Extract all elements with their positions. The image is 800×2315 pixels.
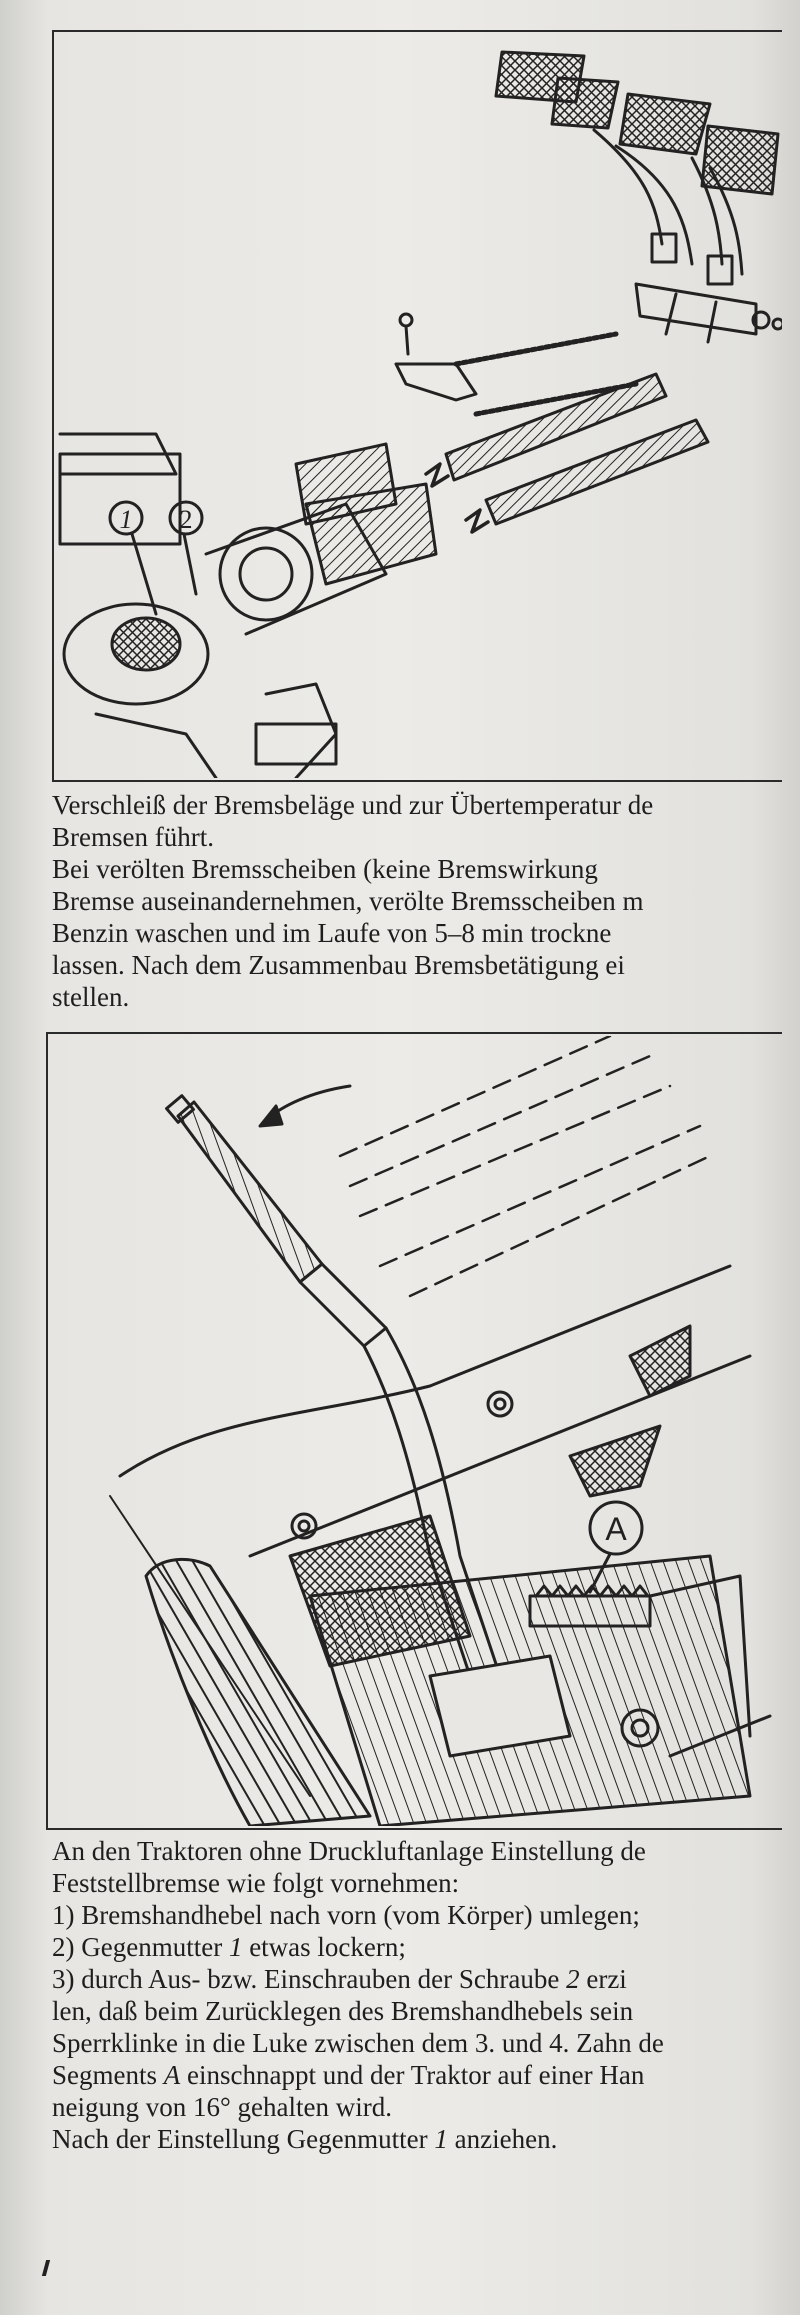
final-instruction: Nach der Einstellung Gegenmutter 1 anziehen.	[52, 2124, 558, 2154]
text-line: Verschleiß der Bremsbeläge und zur Übertemperatur de	[52, 790, 654, 820]
step-3-line-5: neigung von 16° gehalten wird.	[52, 2092, 392, 2122]
text-line: Bei verölten Bremsscheiben (keine Bremswirkung	[52, 854, 598, 884]
figure2-top-rule	[46, 1032, 782, 1034]
step-3-line-2: len, daß beim Zurücklegen des Bremshandhebels sein	[52, 1996, 634, 2026]
step-3-line-4: Segments A einschnappt und der Traktor auf einer Han	[52, 2060, 645, 2090]
svg-text:A: A	[605, 1511, 627, 1547]
callout-1-marker	[110, 502, 142, 534]
paragraph-parking-brake-adjustment	[52, 1835, 800, 2155]
figure2-left-rule	[46, 1032, 48, 1830]
text-line: lassen. Nach dem Zusammenbau Bremsbetätigung ei	[52, 950, 625, 980]
text-line: Bremse auseinandernehmen, verölte Bremsscheiben m	[52, 886, 644, 916]
parking-brake-lever-illustration	[50, 1036, 782, 1826]
intro-line: An den Traktoren ohne Druckluftanlage Einstellung de	[52, 1836, 646, 1866]
figure1-left-rule	[52, 30, 54, 782]
figure1-top-rule	[52, 30, 782, 32]
svg-text:1: 1	[119, 505, 133, 534]
callout-A-marker	[590, 1502, 642, 1554]
step-2: 2) Gegenmutter 1 etwas lockern;	[52, 1932, 406, 1962]
step-1: 1) Bremshandhebel nach vorn (vom Körper) umlegen;	[52, 1900, 640, 1930]
callout-2-marker	[170, 502, 202, 534]
text-line: stellen.	[52, 982, 130, 1012]
text-line: Benzin waschen und im Laufe von 5–8 min trockne	[52, 918, 612, 948]
step-3-line-3: Sperrklinke in die Luke zwischen dem 3. und 4. Zahn de	[52, 2028, 664, 2058]
ink-mark	[42, 2260, 50, 2276]
text-line: Bremsen führt.	[52, 822, 214, 852]
svg-text:2: 2	[179, 505, 193, 534]
brake-pedal-assembly-illustration	[56, 34, 782, 778]
figure2-bottom-rule	[46, 1828, 782, 1830]
paragraph-brake-maintenance	[52, 789, 800, 1013]
figure1-bottom-rule	[52, 780, 782, 782]
intro-line: Feststellbremse wie folgt vornehmen:	[52, 1868, 460, 1898]
step-3-line-1: 3) durch Aus- bzw. Einschrauben der Schraube 2 erzi	[52, 1964, 627, 1994]
